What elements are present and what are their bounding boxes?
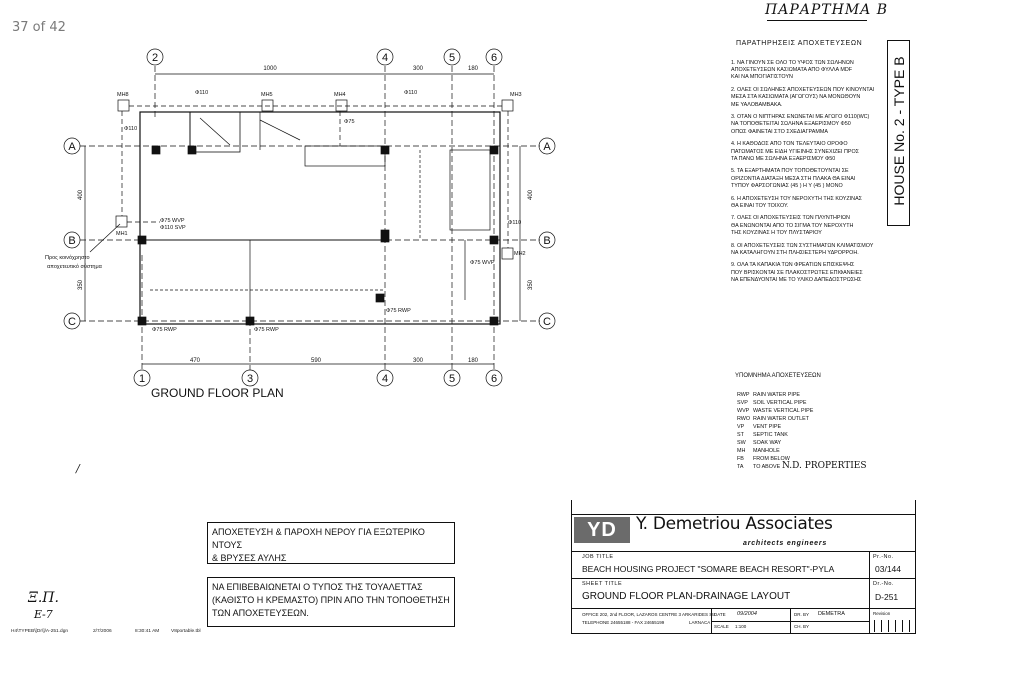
legend-row [737,439,813,447]
grid-row-b-right: B [543,235,551,247]
legend-title: ΥΠΟΜΝΗΜΑ ΑΠΟΧΕΤΕΥΣΕΩΝ [735,373,821,379]
legend-desc: VENT PIPE [753,424,782,430]
footer-time: 8:30:41 AM [135,629,160,634]
dr-by-value: DEMETRA [818,611,845,617]
dim-bottom-300: 300 [412,358,424,364]
dim-left-350: 350 [78,279,84,291]
dr-no-label: Dr.-No. [873,581,894,587]
note-item [731,87,901,109]
note-line: ΜΕ ΥΑΛΟΒΑΜΒΑΚΑ. [731,101,783,108]
handwritten-mark: Ξ.Π. [28,590,59,606]
label-rwp-1: Φ75 RWP [152,327,177,333]
note-line: ΠΑΤΩΜΑΤΟΣ ΜΕ ΕΙΔΗ ΥΓΙΕΙΝΗΣ ΣΥΝΕΧΙΖΕΙ ΠΡΟΣ [731,148,859,155]
label-mh8: MH8 [117,92,129,98]
firm-logo: YD [574,517,630,543]
label-phi110-d: Φ110 [508,220,522,226]
dr-by-label: DR. BY [794,612,810,617]
note-line: 5. ΤΑ ΕΞΑΡΤΗΜΑΤΑ ΠΟΥ ΤΟΠΟΘΕΤΟΥΝΤΑΙ ΣΕ [731,168,849,175]
grid-bottom-4: 4 [381,373,389,385]
grid-bottom-5: 5 [448,373,456,385]
note-line: 3. ΟΤΑΝ Ο ΝΙΠΤΗΡΑΣ ΕΝΩΝΕΤΑΙ ΜΕ ΑΓΩΓΟ Φ110(WC) [731,114,870,121]
note-line: ΜΕΣΑ ΣΤΑ ΚΑΣΙΩΜΑΤΑ (ΑΓΩΓΟΥΣ) ΝΑ ΜΟΝΩΘΟΥΝ [731,94,861,101]
title-block-divider [869,551,870,634]
note-line: ΤΗΣ ΚΟΥΖΙΝΑΣ Η ΤΟΥ ΠΛΥΣΤΑΡΙΟΥ [731,229,822,236]
legend-desc: RAIN WATER OUTLET [753,416,810,422]
note-line: 1. ΝΑ ΓΙΝΟΥΝ ΣΕ ΟΛΟ ΤΟ ΥΨΟΣ ΤΩΝ ΣΩΛΗΝΩΝ [731,60,854,66]
note-item [731,114,901,136]
title-block-divider [711,621,869,622]
label-wvp-right: Φ75 WVP [470,260,495,266]
label-mh2: MH2 [514,251,526,257]
legend-code: VP [737,424,745,430]
plan-title: GROUND FLOOR PLAN [151,386,284,400]
label-phi110-c: Φ110 [124,126,138,132]
firm-phone: TELEPHONE 24655188 - FAX 24655199 [582,620,665,625]
legend-code: WVP [737,408,750,414]
note-line: ΤΥΠΟΥ ΦΑΡΣΟΓΩΝΙΑΣ (45 ) Η Υ (45 ) ΜΟΝΟ [731,182,843,189]
job-title: BEACH HOUSING PROJECT "SOMARE BEACH RESORT"-PYLA [582,564,835,574]
note-item [731,141,901,163]
legend-code: MH [737,448,746,454]
legend-code: SW [737,440,746,446]
dim-right-400: 400 [528,189,534,201]
dim-bottom-470: 470 [189,358,201,364]
legend-row [737,391,813,399]
note-line: 8. ΟΙ ΑΠΟΧΕΤΕΥΣΕΙΣ ΤΩΝ ΣΥΣΤΗΜΑΤΩΝ ΚΛΙΜΑΤΙΣΜΟΥ [731,242,874,249]
dim-right-350: 350 [528,279,534,291]
scale-label: SCALE [714,624,729,629]
dim-bottom-590: 590 [310,358,322,364]
label-phi75-top: Φ75 [344,119,355,125]
footer-file: H4\TYPEB\[Dr\]/A-251.dgn [11,629,69,634]
legend-row [737,399,813,407]
note-line: 9. ΟΛΑ ΤΑ ΚΑΠΑΚΙΑ ΤΩΝ ΦΡΕΑΤΙΩΝ ΕΠΙΣΚΕΨΗΣ [731,262,855,269]
title-block-top-strip [571,500,916,514]
grid-row-a-right: A [543,141,551,153]
title-block-divider [571,578,916,579]
note-line: 6. Η ΑΠΟΧΕΤΕΥΣΗ ΤΟΥ ΝΕΡΟΧΥΤΗ ΤΗΣ ΚΟΥΖΙΝΑΣ [731,195,863,202]
revision-boxes [874,620,910,632]
legend-desc: SEPTIC TANK [753,432,788,438]
label-phi110-a: Φ110 [195,90,209,96]
note-item [731,196,901,210]
label-sewer-note-2: αποχετευτικό σύστημα [47,264,102,270]
notes-title: ΠΑΡΑΤΗΡΗΣΕΙΣ ΑΠΟΧΕΤΕΥΣΕΩΝ [736,40,863,47]
legend-code: RWO [737,416,751,422]
note-line: 4. Η ΚΑΘΟΔΟΣ ΑΠΟ ΤΟΝ ΤΕΛΕΥΤΑΙΟ ΟΡΟΦΟ [731,141,848,148]
note-box-shower [207,522,455,564]
legend-code: TA [737,464,744,470]
note-item [731,60,901,82]
legend [737,391,813,471]
note-line: ΑΠΟΧΕΤΕΥΣΕΩΝ ΚΑΣΙΩΜΑΤΑ ΑΠΟ ΦΥΛΛΑ MDF [731,67,853,74]
label-mh3: MH3 [510,92,522,98]
title-block-divider [571,608,916,609]
job-title-label: JOB TITLE [582,554,614,560]
sheet-title-label: SHEET TITLE [582,581,623,587]
note-item [731,168,901,190]
company-signature: N.D. PROPERTIES [782,461,867,471]
page-counter: 37 of 42 [12,20,66,35]
grid-top-6: 6 [490,52,498,64]
label-sewer-note-1: Προς κοινόχρηστο [45,255,90,261]
label-mh1: MH1 [116,231,128,237]
note-line: ΠΟΥ ΒΡΙΣΚΟΝΤΑΙ ΣΕ ΠΛΑΚΟΣΤΡΩΤΕΣ ΕΠΙΦΑΝΕΙΕΣ [731,269,863,276]
note-line: ΤΑ ΠΑΝΩ ΜΕ ΣΩΛΗΝΑ ΕΞΑΕΡΙΣΜΟΥ Φ50 [731,155,836,162]
grid-bottom-1: 1 [138,373,146,385]
dim-top-300: 300 [412,66,424,72]
note-box-line: (ΚΑΘΙΣΤΟ Η ΚΡΕΜΑΣΤΟ) ΠΡΙΝ ΑΠΟ ΤΗΝ ΤΟΠΟΘΕΤΗΣΗ [212,595,450,605]
title-block-divider [571,551,916,552]
note-line: ΘΑ ΕΙΝΑΙ ΤΟΥ ΤΟΙΧΟΥ. [731,202,789,209]
footer-date: 2/7/2006 [93,629,112,634]
legend-desc: FROM BELOW [753,456,790,462]
scale-value: 1:100 [735,624,747,629]
date-value: 09/2004 [737,611,757,617]
note-box-line: ΑΠΟΧΕΤΕΥΣΗ & ΠΑΡΟΧΗ ΝΕΡΟΥ ΓΙΑ ΕΞΩΤΕΡΙΚΟ ΝΤΟΥΣ [212,527,425,550]
legend-row [737,415,813,423]
grid-row-a-left: A [68,141,76,153]
legend-desc: RAIN WATER PIPE [753,392,801,398]
legend-desc: SOIL VERTICAL PIPE [753,400,807,406]
legend-desc: TO ABOVE [753,464,781,470]
footer-plot: V8portable.tbl [171,629,201,634]
note-line: 7. ΟΛΕΣ ΟΙ ΑΠΟΧΕΤΕΥΣΕΙΣ ΤΩΝ ΠΛΥΝΤΗΡΙΩΝ [731,215,850,222]
note-item [731,215,901,237]
grid-top-2: 2 [151,52,159,64]
label-mh4: MH4 [334,92,346,98]
dim-top-1000: 1000 [263,66,277,72]
grid-top-4: 4 [381,52,389,64]
grid-row-c-right: C [543,316,551,328]
legend-row [737,447,813,455]
stamp-underline [767,20,867,21]
label-rwp-2: Φ75 RWP [254,327,279,333]
house-type-box [887,40,910,226]
note-line: ΝΑ ΚΑΤΑΛΗΓΟΥΝ ΣΤΗ ΠΛΗΣΙΕΣΤΕΡΗ ΥΔΡΟΡΡΟΗ. [731,249,859,256]
note-item [731,243,901,257]
legend-code: SVP [737,400,748,406]
grid-bottom-6: 6 [490,373,498,385]
firm-name: Y. Demetriou Associates [636,514,833,534]
date-label: DATE [714,612,726,617]
legend-row [737,407,813,415]
note-box-line: ΤΩΝ ΑΠΟΧΕΤΕΥΣΕΩΝ. [212,608,309,618]
drawing-number: D-251 [875,592,899,602]
note-line: ΝΑ ΕΠΕΝΔΥΟΝΤΑΙ ΜΕ ΤΟ ΥΛΙΚΟ ΔΑΠΕΔΟΣΤΡΩΣΗΣ [731,276,862,283]
legend-row [737,431,813,439]
label-svp: Φ110 SVP [160,225,186,231]
ch-by-label: CH. BY [794,624,810,629]
note-line: ΚΑΙ ΝΑ ΜΠΟΓΙΑΤΙΣΤΟΥΝ [731,74,793,81]
dim-left-400: 400 [78,189,84,201]
note-line: ΘΑ ΕΝΩΝΟΝΤΑΙ ΑΠΟ ΤΟ ΣΙΓΜΑ ΤΟΥ ΝΕΡΟΧΥΤΗ [731,222,854,229]
firm-subtitle: architects engineers [743,540,828,547]
grid-row-b-left: B [68,235,76,247]
legend-desc: SOAK WAY [753,440,782,446]
note-line: ΟΡΙΖΟΝΤΙΑ ΔΙΑΤΑΞΗ ΜΕΣΑ ΣΤΗ ΠΛΑΚΑ ΘΑ ΕΙΝΑΙ [731,175,856,182]
drainage-notes [731,60,901,290]
dim-top-180: 180 [467,66,479,72]
grid-top-5: 5 [448,52,456,64]
handwritten-slash: / [76,462,80,475]
note-box-toilet [207,577,455,627]
note-item [731,262,901,284]
legend-desc: WASTE VERTICAL PIPE [753,408,814,414]
legend-row [737,423,813,431]
handwritten-mark: Ε-7 [34,608,53,621]
label-mh5: MH5 [261,92,273,98]
note-box-line: ΝΑ ΕΠΙΒΕΒΑΙΩΝΕΤΑΙ Ο ΤΥΠΟΣ ΤΗΣ ΤΟΥΑΛΕΤΤΑΣ [212,582,423,592]
label-wvp: Φ75 WVP [160,218,185,224]
firm-address: OFFICE 202, 2nd FLOOR, LAZAROS CENTRE 3 ARKARIDES Str. [582,612,717,617]
job-no-label: Pr.-No. [873,554,894,560]
ground-floor-plan-drawing [0,0,560,400]
note-line: ΝΑ ΤΟΠΟΘΕΤΕΙΤΑΙ ΣΩΛΗΝΑ ΕΞΑΕΡΙΣΜΟΥ Φ50 [731,121,851,128]
legend-code: RWP [737,392,750,398]
house-type-label: HOUSE No. 2 - TYPE B [891,56,907,206]
job-number: 03/144 [875,564,901,574]
label-rwp-3: Φ75 RWP [386,308,411,314]
note-line: ΟΠΩΣ ΦΑΙΝΕΤΑΙ ΣΤΟ ΣΧΕΔΙΑΓΡΑΜΜΑ [731,128,828,135]
grid-row-c-left: C [68,316,76,328]
label-phi110-b: Φ110 [404,90,418,96]
legend-code: FB [737,456,744,462]
legend-desc: MANHOLE [753,448,780,454]
grid-bottom-3: 3 [246,373,254,385]
firm-city: LARNACA [689,620,711,625]
note-line: 2. ΟΛΕΣ ΟΙ ΣΩΛΗΝΕΣ ΑΠΟΧΕΤΕΥΣΕΩΝ ΠΟΥ ΚΙΝΟΥΝΤΑΙ [731,87,875,94]
note-box-line: & ΒΡΥΣΕΣ ΑΥΛΗΣ [212,553,287,563]
revision-label: Revision [873,611,891,616]
dim-bottom-180: 180 [467,358,479,364]
appendix-stamp: ΠΑΡΑΡΤΗΜΑ Β [765,2,888,18]
legend-code: ST [737,432,744,438]
sheet-title: GROUND FLOOR PLAN-DRAINAGE LAYOUT [582,591,791,602]
